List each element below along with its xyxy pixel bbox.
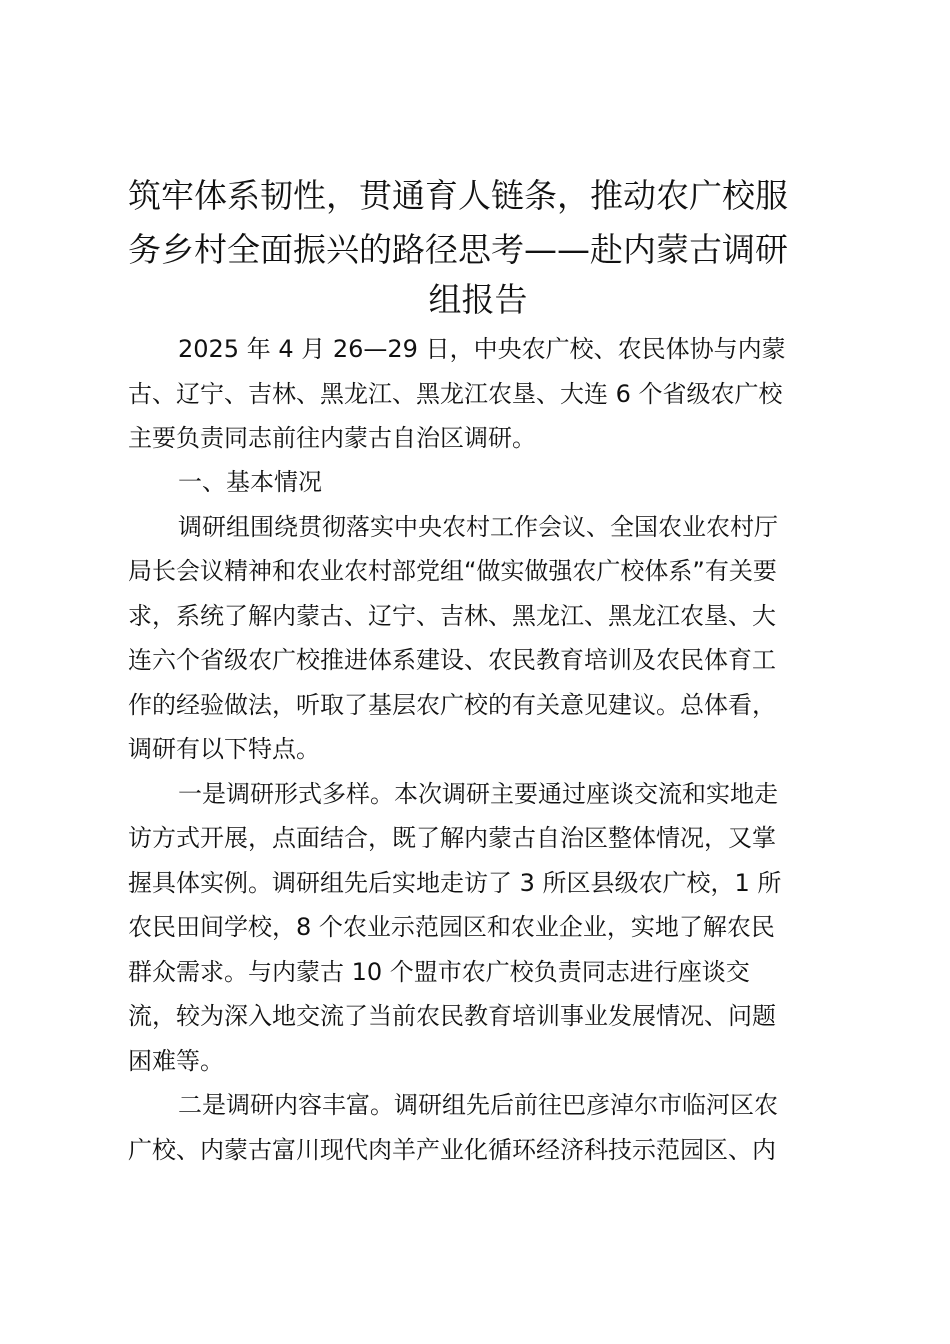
paragraph-line: 连六个省级农广校推进体系建设、农民教育培训及农民体育工: [128, 646, 776, 674]
paragraph-line: 二是调研内容丰富。调研组先后前往巴彦淖尔市临河区农: [178, 1091, 778, 1119]
paragraph-line: 农民田间学校，8 个农业示范园区和农业企业，实地了解农民: [128, 913, 775, 941]
paragraph-line: 困难等。: [128, 1047, 224, 1075]
paragraph-line: 局长会议精神和农业农村部党组“做实做强农广校体系”有关要: [128, 557, 777, 585]
paragraph-line: 访方式开展，点面结合，既了解内蒙古自治区整体情况，又掌: [128, 824, 776, 852]
paragraph-line: 主要负责同志前往内蒙古自治区调研。: [128, 424, 536, 452]
paragraph-line: 求，系统了解内蒙古、辽宁、吉林、黑龙江、黑龙江农垦、大: [128, 602, 776, 630]
document-title-line-1: 筑牢体系韧性，贯通育人链条，推动农广校服: [128, 176, 788, 215]
paragraph-line: 作的经验做法，听取了基层农广校的有关意见建议。总体看，: [128, 691, 776, 719]
paragraph-line: 调研有以下特点。: [128, 735, 320, 763]
paragraph-line: 群众需求。与内蒙古 10 个盟市农广校负责同志进行座谈交: [128, 958, 750, 986]
paragraph-line: 2025 年 4 月 26—29 日，中央农广校、农民体协与内蒙: [178, 335, 786, 363]
paragraph-line: 一是调研形式多样。本次调研主要通过座谈交流和实地走: [178, 780, 778, 808]
paragraph-line: 调研组围绕贯彻落实中央农村工作会议、全国农业农村厅: [178, 513, 778, 541]
paragraph-line: 广校、内蒙古富川现代肉羊产业化循环经济科技示范园区、内: [128, 1136, 776, 1164]
document-title-line-3: 组报告: [428, 280, 528, 319]
paragraph-line: 流，较为深入地交流了当前农民教育培训事业发展情况、问题: [128, 1002, 776, 1030]
section-heading: 一、基本情况: [178, 468, 322, 496]
paragraph-line: 握具体实例。调研组先后实地走访了 3 所区县级农广校，1 所: [128, 869, 782, 897]
paragraph-line: 古、辽宁、吉林、黑龙江、黑龙江农垦、大连 6 个省级农广校: [128, 380, 783, 408]
document-title-line-2: 务乡村全面振兴的路径思考——赴内蒙古调研: [128, 230, 788, 269]
